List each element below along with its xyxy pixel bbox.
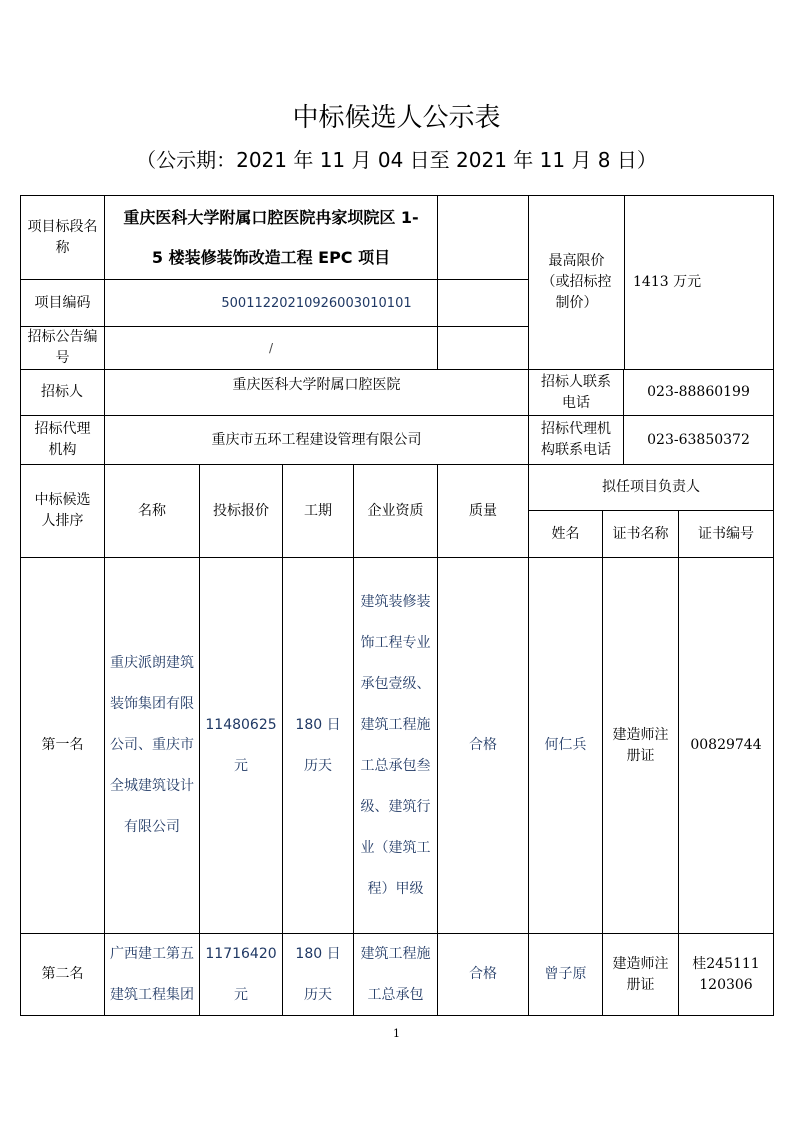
tenderer-value: 重庆医科大学附属口腔医院 [232, 376, 401, 393]
header-qualification: 企业资质 [367, 502, 424, 519]
candidate-2-rank: 第二名 [41, 966, 84, 982]
agency-contact-label: 招标代理机构联系电话 [541, 421, 611, 458]
max-price-label: 最高限价（或招标控制价） [541, 253, 612, 311]
candidate-1-quality: 合格 [469, 737, 497, 753]
publicity-period: （公示期：2021 年 11 月 04 日至 2021 年 11 月 8 日） [136, 148, 657, 172]
agency-value: 重庆市五环工程建设管理有限公司 [211, 431, 422, 448]
header-quality: 质量 [469, 502, 497, 519]
project-name-label: 项目标段名称 [27, 218, 98, 256]
header-person-name: 姓名 [551, 525, 580, 542]
candidate-2-bid-price: 11716420元 [205, 946, 277, 1003]
notice-number-value: / [268, 340, 274, 355]
candidate-1-duration: 180 日历天 [295, 716, 341, 774]
candidate-2-person-name: 曾子原 [544, 966, 587, 982]
tenderer-contact-value: 023-88860199 [647, 384, 750, 400]
project-code-label: 项目编码 [34, 294, 91, 311]
candidate-2-duration: 180 日历天 [295, 946, 341, 1003]
tenderer-label: 招标人 [41, 384, 83, 400]
header-name: 名称 [138, 502, 166, 519]
header-rank: 中标候选人排序 [34, 492, 91, 529]
page-number: 1 [393, 1027, 400, 1040]
candidate-2-cert-no: 桂245111120306 [692, 955, 760, 993]
header-cert-no: 证书编号 [698, 525, 754, 542]
project-code-value: 500112202109260030101​01 [221, 295, 412, 311]
candidate-2-quality: 合格 [469, 966, 497, 982]
header-manager-group: 拟任项目负责人 [602, 479, 700, 495]
header-duration: 工期 [304, 502, 332, 519]
max-price-value: 1413 万元 [633, 274, 702, 290]
candidate-1-bid-price: 11480625元 [205, 716, 277, 774]
header-cert-name: 证书名称 [612, 525, 669, 542]
candidate-1-rank: 第一名 [41, 737, 84, 753]
candidate-1-person-name: 何仁兵 [544, 737, 587, 753]
candidate-2-qualification: 建筑工程施工总承包 [360, 946, 431, 1003]
candidate-2-name: 广西建工第五建筑工程集团 [110, 946, 194, 1003]
candidate-1-qualification: 建筑装修装饰工程专业承包壹级、建筑工程施工总承包叁级、建筑行业（建筑工程）甲级 [360, 593, 431, 897]
candidate-1-name: 重庆派朗建筑装饰集团有限公司、重庆市全城建筑设计有限公司 [110, 655, 194, 835]
candidate-1-cert-no: 00829744 [690, 737, 762, 753]
tenderer-contact-label: 招标人联系电话 [541, 373, 611, 411]
header-bid-price: 投标报价 [213, 502, 269, 519]
page-title: 中标候选人公示表 [292, 103, 501, 133]
candidate-1-cert-name: 建造师注册证 [612, 726, 669, 764]
notice-number-label: 招标公告编号 [27, 329, 98, 366]
agency-label: 招标代理机构 [34, 421, 91, 458]
project-name-value: 重庆医科大学附属口腔医院冉家坝院区 1-5 楼装修装饰改造工程 EPC 项目 [123, 207, 419, 267]
agency-contact-value: 023-63850372 [647, 431, 750, 448]
candidate-2-cert-name: 建造师注册证 [612, 955, 669, 993]
